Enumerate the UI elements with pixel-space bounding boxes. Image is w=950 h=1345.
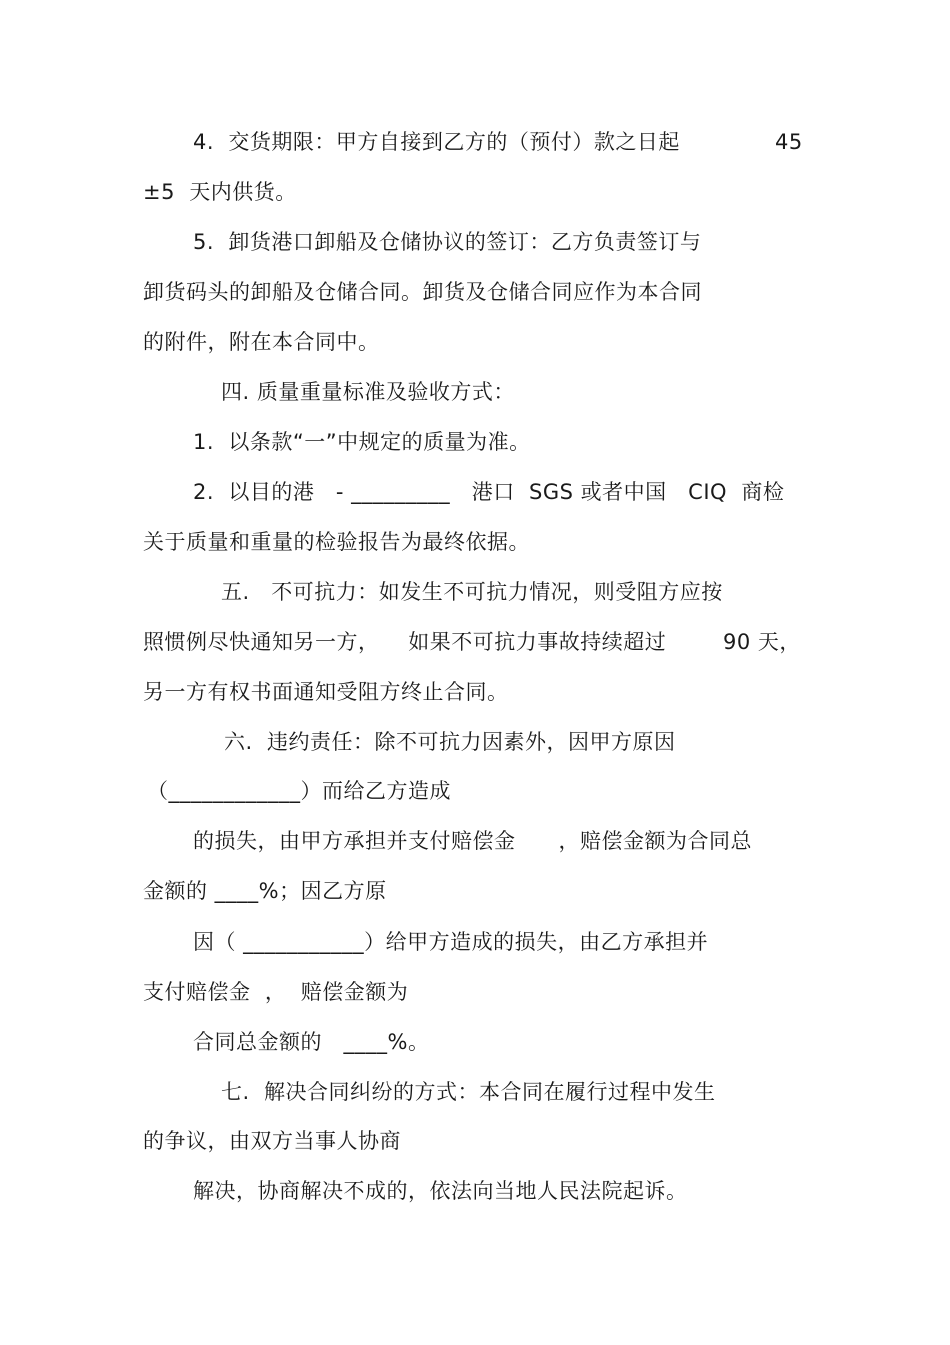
- section-5-line-1: 五. 不可抗力：如发生不可抗力情况，则受阻方应按: [221, 580, 723, 604]
- section-5-line-2: 照惯例尽快通知另一方， 如果不可抗力事故持续超过: [143, 630, 667, 654]
- clause-5-line-2: 卸货码头的卸船及仓储合同。卸货及仓储合同应作为本合同: [143, 280, 702, 304]
- section-6-line-5: 因（ ___________）给甲方造成的损失，由乙方承担并: [193, 930, 709, 954]
- clause-4-line-2: ±5 天内供货。: [143, 180, 297, 204]
- clause-4-days-value: 45: [775, 130, 803, 154]
- section-6-line-6: 支付赔偿金 ， 赔偿金额为: [143, 980, 409, 1004]
- section-6-line-3: 的损失，由甲方承担并支付赔偿金 ，赔偿金额为合同总: [193, 829, 753, 853]
- section-7-line-3: 解决，协商解决不成的，依法向当地人民法院起诉。: [193, 1179, 688, 1203]
- section-4-heading: 四. 质量重量标准及验收方式：: [221, 380, 515, 404]
- section-7-line-1: 七. 解决合同纠纷的方式：本合同在履行过程中发生: [221, 1080, 716, 1104]
- section-4-item-1: 1. 以条款“一”中规定的质量为准。: [193, 430, 531, 454]
- section-5-days-value: 90 天，: [723, 630, 801, 654]
- section-4-item-2-line-1: 2. 以目的港 - _________ 港口 SGS 或者中国 CIQ 商检: [193, 480, 785, 504]
- clause-4-line-1: 4. 交货期限：甲方自接到乙方的（预付）款之日起: [193, 130, 680, 154]
- clause-5-line-3: 的附件，附在本合同中。: [143, 330, 380, 354]
- section-6-line-7: 合同总金额的 ____%。: [193, 1030, 430, 1054]
- clause-5-line-1: 5. 卸货港口卸船及仓储协议的签订：乙方负责签订与: [193, 230, 702, 254]
- section-4-item-2-line-2: 关于质量和重量的检验报告为最终依据。: [143, 530, 530, 554]
- section-6-line-4: 金额的 ____%；因乙方原: [143, 879, 387, 903]
- section-7-line-2: 的争议，由双方当事人协商: [143, 1129, 401, 1153]
- section-5-line-3: 另一方有权书面通知受阻方终止合同。: [143, 680, 509, 704]
- section-6-line-1: 六. 违约责任：除不可抗力因素外，因甲方原因: [224, 730, 676, 754]
- section-6-line-2: （____________）而给乙方造成: [147, 779, 451, 803]
